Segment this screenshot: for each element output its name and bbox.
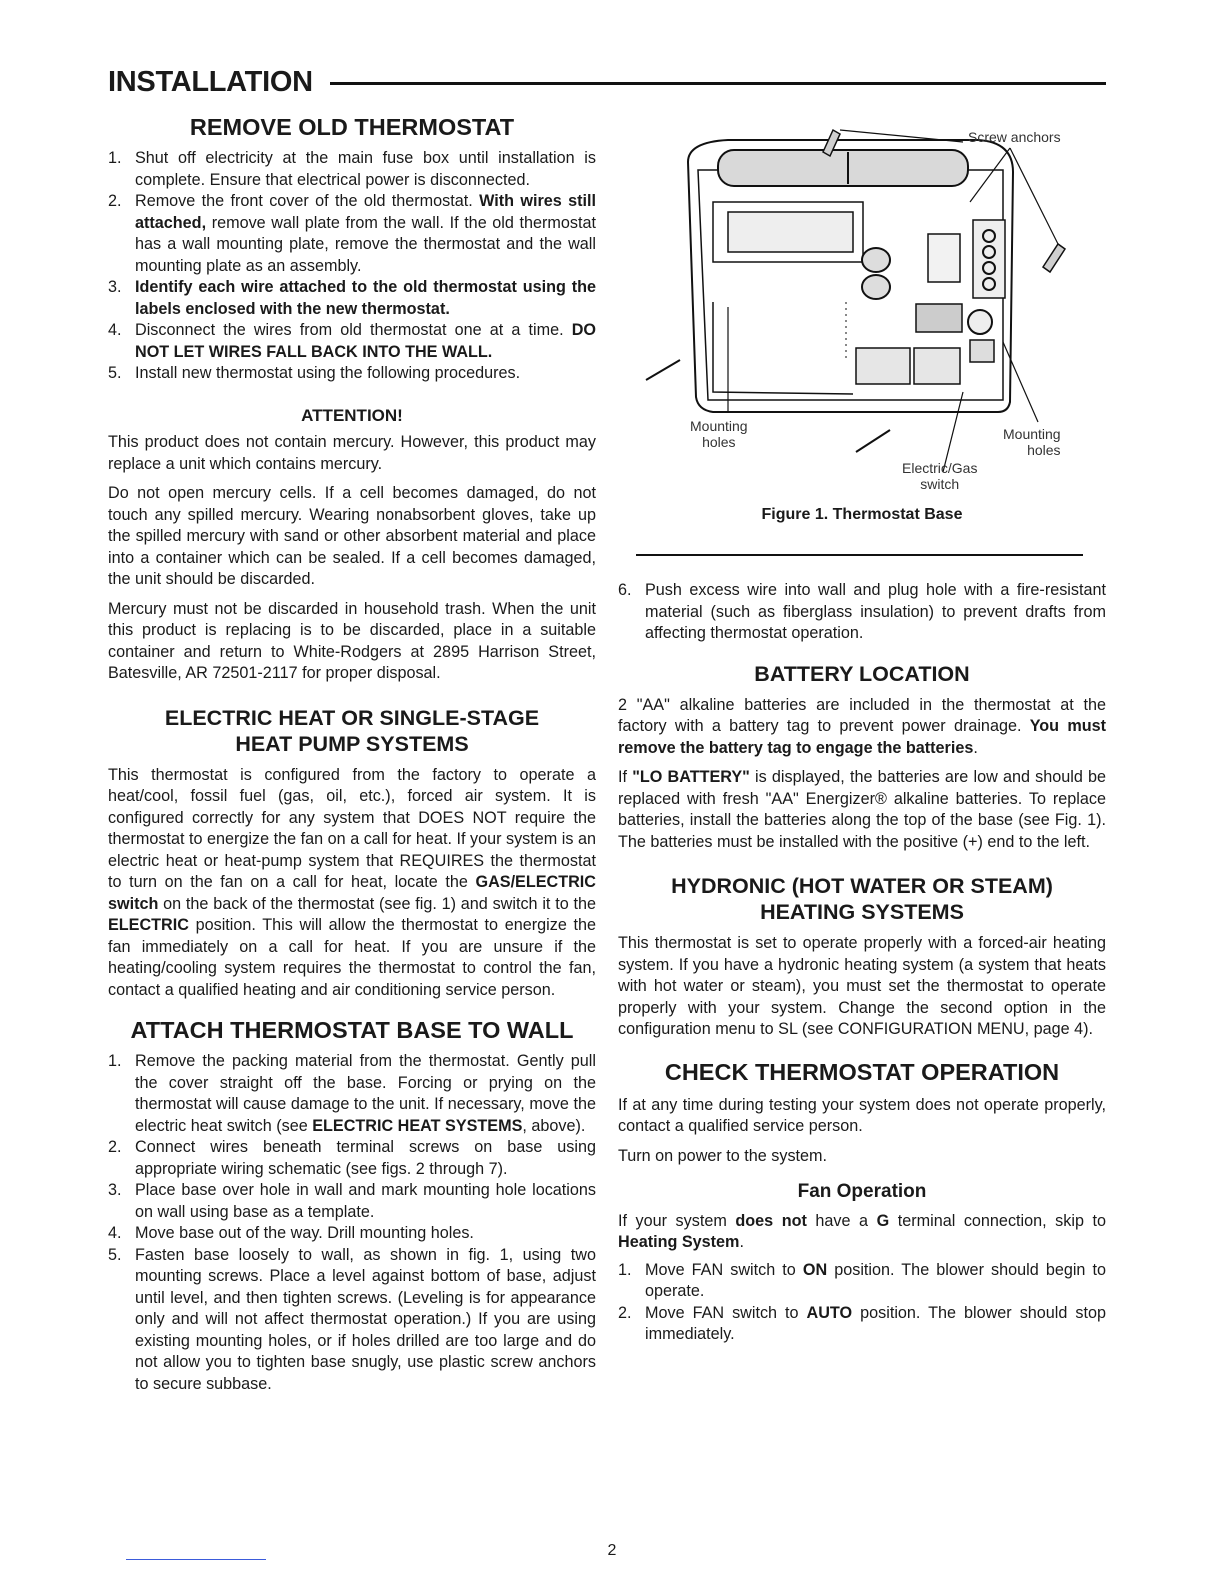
label-mounting-holes-right bbox=[1003, 426, 1061, 458]
battery-p2 bbox=[618, 767, 1106, 853]
bold-text: ELECTRIC HEAT SYSTEMS bbox=[312, 1116, 523, 1135]
page-header bbox=[108, 66, 1106, 106]
list-item-text bbox=[135, 278, 596, 318]
bold-text: "LO BATTERY" bbox=[632, 768, 750, 786]
bold-text: ELECTRIC bbox=[108, 916, 189, 934]
label-switch-line1: Electric/Gas bbox=[902, 460, 978, 476]
bold-text: does not bbox=[735, 1211, 807, 1230]
label-mounting-right-line1: Mounting bbox=[1003, 426, 1061, 442]
list-item-number: 3. bbox=[108, 1181, 122, 1199]
page-number: 2 bbox=[607, 1542, 617, 1559]
battery-p1 bbox=[618, 695, 1106, 760]
list-item-text bbox=[135, 1138, 596, 1178]
list-item-text bbox=[645, 581, 1106, 642]
figure-caption: Figure 1. Thermostat Base bbox=[761, 506, 963, 523]
attach-heading: ATTACH THERMOSTAT BASE TO WALL bbox=[130, 1017, 574, 1043]
list-item bbox=[108, 1051, 596, 1137]
text-run: have a bbox=[806, 1211, 877, 1230]
header-rule bbox=[330, 82, 1106, 85]
text-run: Shut off electricity at the main fuse box until installation is complete. Ensure that electrical power is disconnected. bbox=[135, 149, 596, 189]
list-item-number: 1. bbox=[618, 1260, 632, 1279]
attention-p3: Mercury must not be discarded in household trash. When the unit this product is replacing is to be discarded, place in a suitable container and return to White-Rodgers at 2895 Harrison Street, Batesville, AR 72501-2117 for proper disposal. bbox=[108, 599, 596, 682]
list-item-number: 2. bbox=[618, 1303, 632, 1322]
text-run: . bbox=[973, 738, 978, 757]
list-item-text bbox=[135, 149, 596, 189]
label-electric-gas-switch bbox=[902, 460, 977, 492]
step6-list bbox=[618, 580, 1106, 645]
list-item-text bbox=[645, 1304, 1106, 1344]
bold-text: DO NOT LET WIRES FALL BACK INTO THE WALL. bbox=[135, 321, 596, 361]
text-run: Push excess wire into wall and plug hole with a fire-resistant material (such as fiberglass insulation) to prevent drafts from affecting thermostat operation. bbox=[645, 581, 1106, 642]
fan-heading: Fan Operation bbox=[797, 1181, 927, 1202]
text-run: Remove the front cover of the old thermostat. bbox=[135, 192, 480, 210]
bold-text: With wires still attached, bbox=[135, 192, 596, 232]
footer-link-underline bbox=[126, 1559, 266, 1560]
text-run: Move FAN switch to bbox=[645, 1303, 807, 1322]
label-screw-anchors: Screw anchors bbox=[968, 129, 1061, 145]
attention-p1: This product does not contain mercury. However, this product may replace a unit which contains mercury. bbox=[108, 433, 596, 473]
electric-paragraph bbox=[108, 765, 596, 1002]
list-item bbox=[108, 1180, 596, 1223]
attention-p2: Do not open mercury cells. If a cell becomes damaged, do not touch any spilled mercury. Wearing nonabsorbent gloves, take up the spilled mercury with sand or other absorbent material and place into a container which can be sealed. If a cell becomes damaged, the unit should be discarded. bbox=[108, 484, 596, 588]
list-item-text bbox=[135, 321, 596, 361]
fan-paragraph bbox=[618, 1211, 1106, 1254]
attention-heading: ATTENTION! bbox=[301, 405, 403, 425]
list-item bbox=[618, 1303, 1106, 1346]
bold-text: Identify each wire attached to the old thermostat using the labels enclosed with the new thermostat. bbox=[135, 278, 596, 318]
text-run: is displayed, the batteries are low and should be replaced with fresh "AA" Energizer® alkaline batteries. To replace batteries, install the batteries along the top of the base (see Fig. 1). The batteries must be installed with the positive (+) end to the left. bbox=[618, 768, 1107, 851]
figure-thermostat-base bbox=[618, 112, 1106, 532]
left-column bbox=[108, 112, 596, 1395]
list-item-number: 2. bbox=[108, 1138, 122, 1156]
list-item bbox=[108, 1245, 596, 1396]
text-run: on the back of the thermostat (see fig. 1) and switch it to the bbox=[158, 894, 596, 913]
text-run: Install new thermostat using the following procedures. bbox=[135, 364, 521, 382]
list-item bbox=[108, 1223, 596, 1245]
text-run: Remove the packing material from the thermostat. Gently pull the cover straight off the base. Forcing or prying on the thermostat will cause damage to the unit. If necessary, move the electric heat switch (see bbox=[135, 1052, 596, 1135]
list-item-text bbox=[135, 1246, 596, 1393]
electric-heading-line1: ELECTRIC HEAT OR SINGLE-STAGE bbox=[164, 705, 540, 730]
label-mounting-right-line2: holes bbox=[1027, 442, 1061, 458]
text-run: Move base out of the way. Drill mounting holes. bbox=[135, 1224, 474, 1242]
label-mounting-left-line2: holes bbox=[702, 434, 736, 450]
text-run: position. This will allow the thermostat to energize the fan immediately on a call for heat. If you are unsure if the heating/cooling system requires the thermostat to control the fan, contact a qualified heating and air conditioning service person. bbox=[108, 916, 596, 999]
bold-text: G bbox=[876, 1211, 890, 1230]
text-run: Move FAN switch to bbox=[645, 1260, 803, 1279]
list-item-text bbox=[645, 1261, 1106, 1301]
right-column bbox=[618, 580, 1106, 1346]
list-item-text bbox=[135, 1181, 596, 1221]
hydronic-paragraph: This thermostat is set to operate properly with a forced-air heating system. If you have a hydronic heating system (a system that heats with hot water or steam), you must set the thermostat to operate properly with your system. Change the second option in the configuration menu to SL (see CONFIGURATION MENU, page 4). bbox=[618, 934, 1106, 1038]
hydronic-heading-line1: HYDRONIC (HOT WATER OR STEAM) bbox=[671, 874, 1053, 898]
list-item bbox=[618, 580, 1106, 645]
list-item-number: 6. bbox=[618, 581, 632, 599]
text-run: Disconnect the wires from old thermostat one at a time. bbox=[135, 321, 572, 339]
text-run: Fasten base loosely to wall, as shown in fig. 1, using two mounting screws. Place a level against bottom of base, adjust until level, and then tighten screws. (Leveling is for appearance only and will not affect thermostat operation.) If you are using existing mounting holes, or if holes drilled are too large and do not allow you to tighten base snugly, use plastic screw anchors to secure subbase. bbox=[135, 1245, 596, 1393]
text-run: position. The blower should begin to operate. bbox=[645, 1260, 1106, 1300]
list-item-number: 4. bbox=[108, 1224, 122, 1242]
check-p2: Turn on power to the system. bbox=[618, 1146, 828, 1165]
list-item bbox=[108, 148, 596, 191]
text-run: 2 "AA" alkaline batteries are included in the thermostat at the factory with a battery tag to prevent power drainage. bbox=[618, 695, 1106, 735]
text-run: remove wall plate from the wall. If the old thermostat has a wall mounting plate, remove the thermostat and the wall mounting plate as an assembly. bbox=[135, 213, 596, 275]
text-run: , above). bbox=[522, 1116, 586, 1135]
page-title: INSTALLATION bbox=[108, 66, 313, 98]
list-item-number: 4. bbox=[108, 321, 122, 339]
list-item bbox=[108, 363, 596, 385]
list-item bbox=[618, 1260, 1106, 1303]
list-item-text bbox=[135, 364, 520, 382]
figure-divider bbox=[636, 554, 1083, 556]
remove-heading: REMOVE OLD THERMOSTAT bbox=[189, 114, 515, 140]
bold-text: ON bbox=[802, 1260, 828, 1279]
list-item-number: 5. bbox=[108, 364, 122, 382]
text-run: This thermostat is configured from the factory to operate a heat/cool, fossil fuel (gas, oil, etc.), forced air system. It is configured correctly for any system that DOES NOT require the thermostat to energize the fan on a call for heat. If your system is an electric heat or heat-pump system that REQUIRES the thermostat to turn on the fan on a call for heat, locate the bbox=[108, 765, 596, 891]
list-item-number: 1. bbox=[108, 149, 122, 167]
check-heading: CHECK THERMOSTAT OPERATION bbox=[664, 1058, 1060, 1085]
attach-list bbox=[108, 1051, 596, 1395]
bold-text: AUTO bbox=[806, 1303, 853, 1322]
label-mounting-holes-left bbox=[690, 418, 748, 450]
list-item-text bbox=[135, 1052, 596, 1135]
text-run: Place base over hole in wall and mark mounting hole locations on wall using base as a template. bbox=[135, 1181, 596, 1221]
text-run: terminal connection, skip to bbox=[889, 1211, 1106, 1230]
text-run: position. The blower should stop immediately. bbox=[645, 1303, 1106, 1343]
text-run: Connect wires beneath terminal screws on base using appropriate wiring schematic (see figs. 2 through 7). bbox=[135, 1138, 596, 1178]
remove-list bbox=[108, 148, 596, 385]
label-mounting-left-line1: Mounting bbox=[690, 418, 748, 434]
list-item-number: 1. bbox=[108, 1052, 122, 1070]
list-item-text bbox=[135, 192, 596, 275]
list-item bbox=[108, 191, 596, 277]
list-item bbox=[108, 1137, 596, 1180]
text-run: . bbox=[739, 1233, 744, 1251]
battery-heading: BATTERY LOCATION bbox=[754, 661, 970, 686]
list-item bbox=[108, 277, 596, 320]
list-item-number: 3. bbox=[108, 278, 122, 296]
text-run: If bbox=[618, 768, 633, 786]
list-item bbox=[108, 320, 596, 363]
check-p1: If at any time during testing your system does not operate properly, contact a qualified service person. bbox=[618, 1095, 1106, 1135]
list-item-text bbox=[135, 1224, 474, 1242]
label-switch-line2: switch bbox=[920, 476, 960, 492]
list-item-number: 2. bbox=[108, 192, 122, 210]
fan-list bbox=[618, 1260, 1106, 1346]
bold-text: You must remove the battery tag to engage the batteries bbox=[618, 717, 1106, 757]
electric-heading-line2: HEAT PUMP SYSTEMS bbox=[235, 731, 469, 756]
bold-text: Heating System bbox=[618, 1233, 740, 1251]
bold-text: GAS/ELECTRIC switch bbox=[108, 873, 596, 913]
list-item-number: 5. bbox=[108, 1245, 122, 1264]
text-run: If your system bbox=[618, 1211, 736, 1230]
hydronic-heading-line2: HEATING SYSTEMS bbox=[760, 900, 964, 924]
